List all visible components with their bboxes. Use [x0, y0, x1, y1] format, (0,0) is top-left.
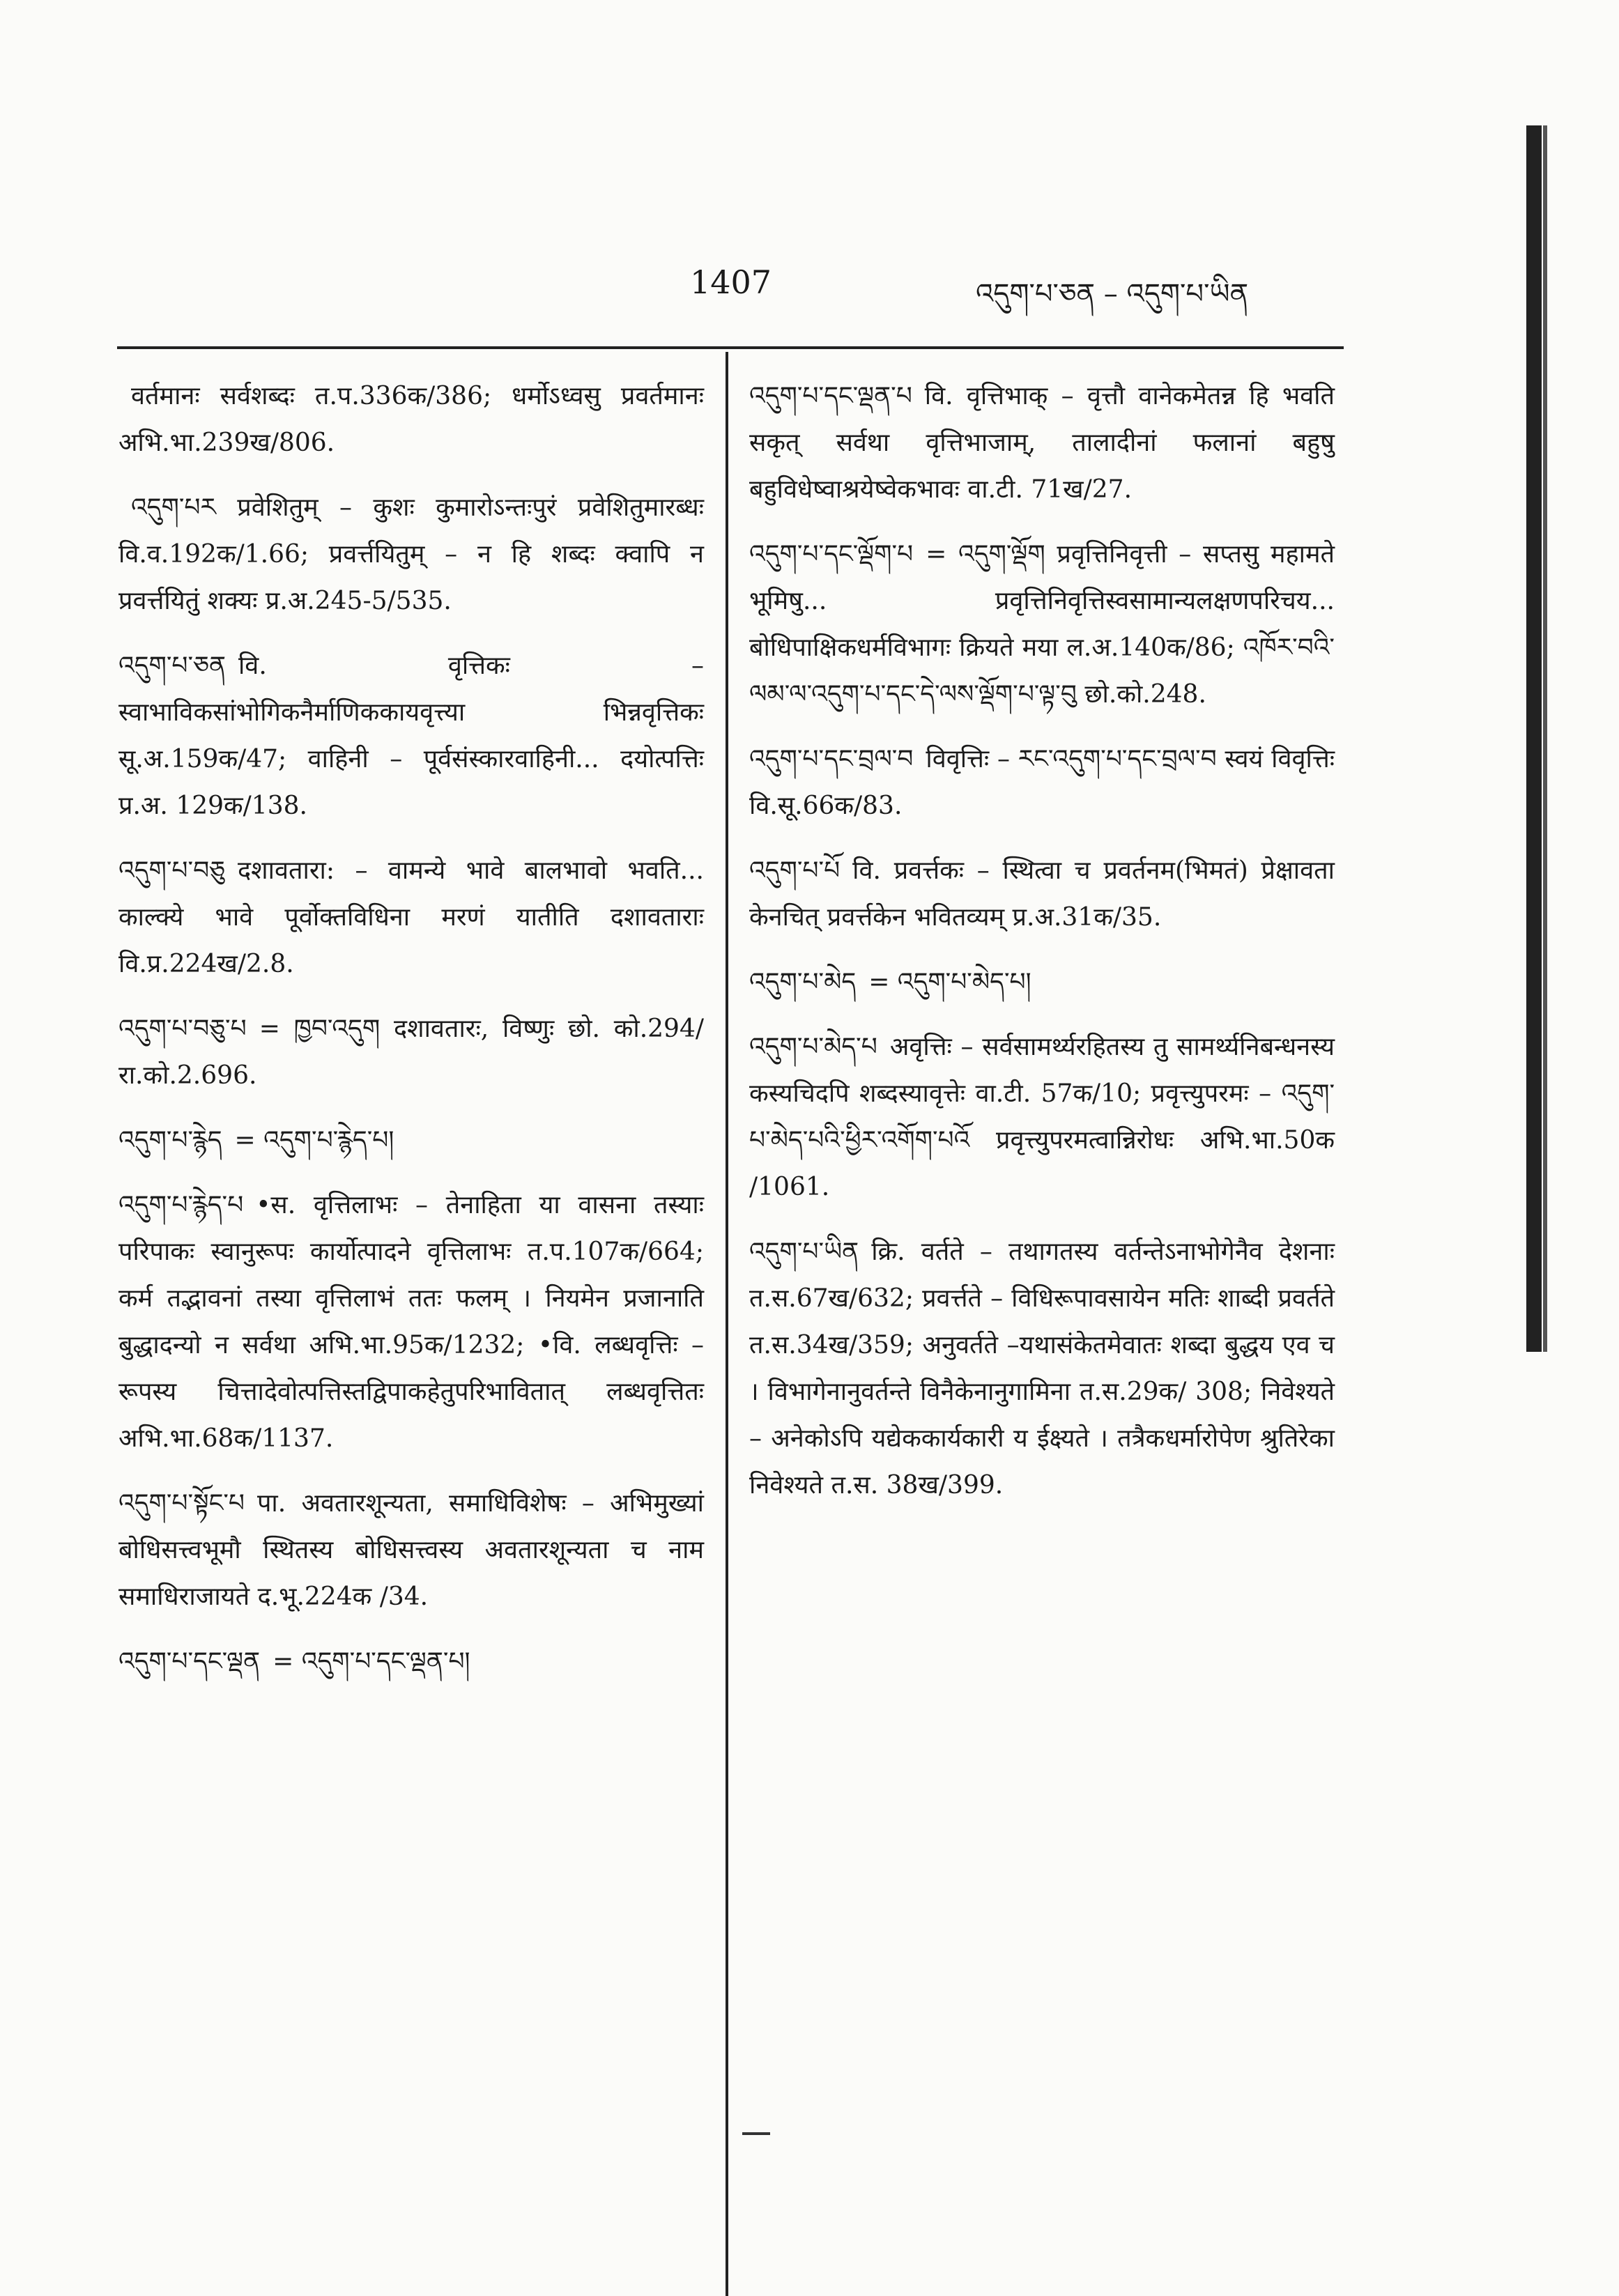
right-column: [749, 373, 1335, 1527]
entry-headword: འདུག་པ་མེད: [749, 968, 857, 996]
entry-body: वर्तमानः सर्वशब्दः त.प.336क/386; धर्मोऽध्वसु प्रवर्तमानः अभि.भा.239ख/806.: [118, 382, 704, 457]
entry-headword: འདུག་པ་བཅུ་པ: [118, 1015, 247, 1043]
entry-headword: འདུག་པ་དང་ལྡན་པ: [749, 382, 912, 410]
dictionary-entry: [118, 1117, 704, 1164]
dictionary-entry: [118, 642, 704, 829]
dictionary-entry: [749, 1024, 1335, 1210]
entry-body: अवृत्तिः – सर्वसामर्थ्यरहितस्य तु सामर्थ्यनिबन्धनस्य कस्यचिदपि शब्दस्यावृत्तेः वा.टी. 57क/10; प्रवृत्त्युपरमः – འདུག་པ་མེད་པའི་ཕྱིར་འགོག་པའོ प्रवृत्त्युपरमत्वान्निरोधः अभि.भा.50क /1061.: [749, 1033, 1335, 1201]
dictionary-entry: [749, 847, 1335, 941]
header-rule: [117, 346, 1344, 349]
entry-body: वि. वृत्तिकः – स्वाभाविकसांभोगिकनैर्माणिककायवृत्त्या भिन्नवृत्तिकः सू.अ.159क/47; वाहिनी – पूर्वसंस्कारवाहिनी... दयोत्पत्तिः प्र.अ. 129क/138.: [118, 652, 704, 820]
entry-body: दशावतारा: – वामन्ये भावे बालभावो भवति... काल्क्ये भावे पूर्वोक्तविधिना मरणं यातीति दशावताराः वि.प्र.224ख/2.8.: [118, 856, 704, 978]
entry-body: = འདུག་ལྡོག प्रवृत्तिनिवृत्ती – सप्तसु महामते भूमिषु... प्रवृत्तिनिवृत्तिस्वसामान्यलक्षणपरिचय... बोधिपाक्षिकधर्मविभागः क्रियते मया ल.अ.140क/86; འཁོར་བའི་ལམ་ལ་འདུག་པ་དང་དེ་ལས་ལྡོག་པ་ལྟ་བུ छो.को.248.: [749, 540, 1335, 709]
dictionary-entry: [118, 1638, 704, 1685]
entry-headword: འདུག་པ་ཅན: [118, 652, 226, 680]
entry-body: = ཁྱབ་འདུག दशावतारः, विष्णुः छो. को.294/रा.को.2.696.: [118, 1015, 704, 1090]
entry-body: = འདུག་པ་མེད་པ།: [868, 968, 1031, 996]
left-column: [118, 373, 704, 1703]
entry-headword: འདུག་པ་དང་ལྡན: [118, 1647, 261, 1676]
dictionary-entry: [749, 1228, 1335, 1509]
entry-headword: འདུག་པ་སྟོང་པ: [118, 1489, 245, 1518]
dictionary-entry: [118, 1182, 704, 1462]
footer-dash: [742, 2132, 770, 2135]
entry-body: •स. वृत्तिलाभः – तेनाहिता या वासना तस्याः परिपाकः स्वानुरूपः कार्योत्पादने वृत्तिलाभः त.प.107क/664; कर्म तद्भावनां तस्या वृत्तिलाभं ततः फलम् । नियमेन प्रजानाति बुद्धादन्यो न सर्वथा अभि.भा.95क/1232; •वि. लब्धवृत्तिः – रूपस्य चित्तादेवोत्पत्तिस्तद्विपाकहेतुपरिभावितात् लब्धवृत्तितः अभि.भा.68क/1137.: [118, 1191, 704, 1453]
entry-body: = འདུག་པ་རྙེད་པ།: [234, 1126, 394, 1155]
dictionary-entry: [118, 847, 704, 987]
scan-edge-bar: [1526, 125, 1542, 1352]
entry-headword: འདུག་པ་རྙེད་པ: [118, 1191, 244, 1219]
entry-body: འདུག་པར प्रवेशितुम् – कुशः कुमारोऽन्तःपुरं प्रवेशितुमारब्धः वि.व.192क/1.66; प्रवर्त्तयितुम् – न हि शब्दः क्वापि न प्रवर्त्तयितुं शक्यः प्र.अ.245-5/535.: [118, 493, 704, 615]
column-divider: [726, 352, 728, 2296]
entry-headword: འདུག་པ་རྙེད: [118, 1126, 222, 1155]
running-head: འདུག་པ་ཅན – འདུག་པ་ཡིན: [976, 278, 1249, 310]
entry-headword: འདུག་པ་དང་བྲལ་བ: [749, 745, 914, 773]
entry-headword: འདུག་པ་པོ: [749, 856, 841, 885]
dictionary-entry: [749, 736, 1335, 829]
scan-edge-bar-shadow: [1543, 125, 1547, 1352]
entry-body: क्रि. वर्तते – तथागतस्य वर्तन्तेऽनाभोगेनैव देशनाः त.स.67ख/632; प्रवर्त्तते – विधिरूपावसायेन मतिः शाब्दी प्रवर्तते त.स.34ख/359; अनुवर्तते –यथासंकेतमेवातः शब्दा बुद्धय एव च । विभागेनानुवर्तन्ते विनैकेनानुगामिना त.स.29क/ 308; निवेश्यते – अनेकोऽपि यद्येककार्यकारी य ईक्ष्यते । तत्रैकधर्मारोपेण श्रुतिरेका निवेश्यते त.स. 38ख/399.: [749, 1238, 1335, 1500]
dictionary-entry: [749, 959, 1335, 1006]
entry-body: विवृत्तिः – རང་འདུག་པ་དང་བྲལ་བ स्वयं विवृत्तिः वि.सू.66क/83.: [749, 745, 1335, 820]
dictionary-entry: [118, 373, 704, 466]
page-number: 1407: [690, 263, 772, 301]
entry-headword: འདུག་པ་དང་ལྡོག་པ: [749, 540, 914, 569]
dictionary-entry: [118, 1006, 704, 1099]
dictionary-entry: [118, 1480, 704, 1620]
entry-body: = འདུག་པ་དང་ལྡན་པ།: [273, 1647, 470, 1676]
dictionary-entry: [118, 484, 704, 624]
dictionary-entry: [749, 531, 1335, 718]
entry-headword: འདུག་པ་མེད་པ: [749, 1033, 877, 1061]
entry-body: वि. वृत्तिभाक् – वृत्तौ वानेकमेतन्न हि भवति सकृत् सर्वथा वृत्तिभाजाम्, तालादीनां फलानां बहुषु बहुविधेष्वाश्रयेष्वेकभावः वा.टी. 71ख/27.: [749, 382, 1335, 504]
entry-body: वि. प्रवर्त्तकः – स्थित्वा च प्रवर्तनम(भिमतं) प्रेक्षावता केनचित् प्रवर्त्तकेन भवितव्यम् प्र.अ.31क/35.: [749, 856, 1335, 932]
entry-body: पा. अवतारशून्यता, समाधिविशेषः – अभिमुख्यां बोधिसत्त्वभूमौ स्थितस्य बोधिसत्त्वस्य अवतारशून्यता च नाम समाधिराजायते द.भू.224क /34.: [118, 1489, 704, 1611]
entry-headword: འདུག་པ་བཅུ: [118, 856, 226, 885]
dictionary-entry: [749, 373, 1335, 513]
entry-headword: འདུག་པ་ཡིན: [749, 1238, 859, 1266]
